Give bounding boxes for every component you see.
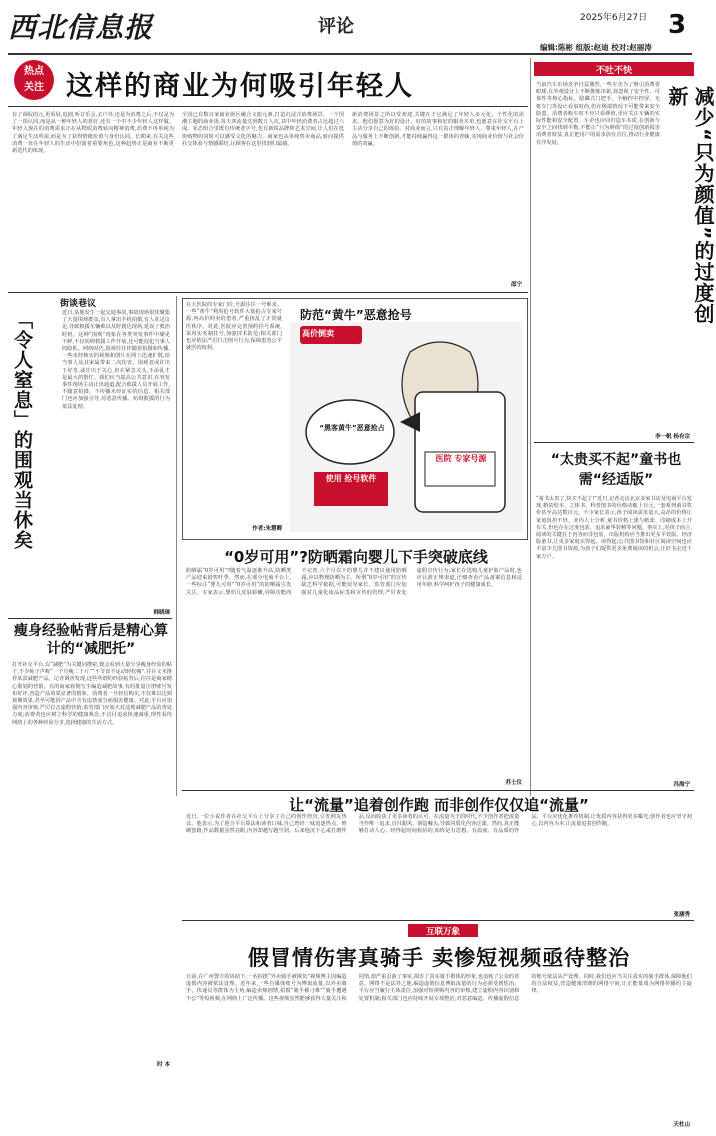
lead-bottom-rule: [8, 292, 528, 293]
lead-column-2: 全国已有数百家商业街区融合文旅元素,打造沉浸式消费场景。一个国潮主题的商业街,每天客流量达到数万人次,其中年轻消费者占比超过六成。业态组合里既有传统老字号,也有新锐品牌和艺术空间,让人们在逛街购物的同时可以感受文化的魅力。商家也从单纯售卖商品,转向提供社交体验与情感联结,让顾客在这里找到归属感。: [182, 112, 344, 147]
lead-column-1: 有了调侃的元,更看展,追剧,听音乐会,去户外,还是为消费之后,不仅是为了一项认同,而是从一种年轻人的喜好,还有一个中不少年轻人这样做。年轻人现在的消费需求正在从物质消费转向精神消费,消费不再单纯为了满足生活所需,而是为了获得情绪价值与身份认同。长期来,有关这些消费一直在年轻人的生活中扮演着重要角色,这种趋势正是商业不断更新迭代的体现。: [12, 112, 174, 155]
cartoon-note: 作者:朱慧卿: [252, 526, 282, 532]
column-divider-right: [530, 58, 531, 796]
right-story-author: 冯海宁: [673, 782, 690, 788]
lead-headline: 这样的商业为何吸引年轻人: [66, 71, 414, 102]
right-story-headline: “太贵买不起”童书也需“经适版”: [550, 452, 682, 488]
sidebar-bottom-rule: [534, 442, 694, 443]
badge-top-text: 热点: [24, 66, 44, 77]
sidebar-headline: 减少“只为颜值”的过度创新: [665, 86, 715, 325]
cartoon-side-text: 在大医院的专家门诊,号源往往一号难求。一些“黄牛”利用抢号软件大量抢占专家号源,再高价倒卖给患者,严重扰乱了正常就医秩序。对此,医院应完善预约挂号系统,采用实名制挂号,加强技术防范;相关部门也应依法严厉打击倒号行为,保障患者公平就医的权利。: [186, 302, 282, 352]
lead-author: 邵宁: [510, 282, 522, 288]
page-number: 3: [668, 10, 687, 40]
hot-topic-badge: [14, 60, 54, 100]
masthead-logo: 西北信息报: [8, 11, 154, 44]
bottom-story-label: 互联万象: [425, 927, 460, 937]
column-divider-left: [176, 296, 177, 796]
sidebar-body: 当前汽车市场竞争日益激烈,一些车企为了吸引消费者眼球,在外观设计上不断推陈出新,却忽视了安全性、可靠性等核心指标。隐藏式门把手、全触控中控屏、无框车门等设计看似时尚,但在极端情况下可能带来安全隐患。消费者购车时不应只看颜值,更应关注车辆的实际性能和安全配置。车企也应回归造车本质,在创新与安全之间找到平衡,不能让“只为颜值”的过度创新损害消费者权益,真正把用户的需求放在首位,推动行业健康有序发展。: [536, 82, 660, 146]
left-story-headline: 「令人窒息」的围观当休矣: [11, 310, 33, 550]
badge-bottom-text: 关注: [24, 82, 44, 93]
left-story2-body: 打开社交平台,以“减肥”为关键词搜索,便会看到大量分享瘦身经验的帖子,不少帖子声称“一个月瘦二十斤”“不节食不运动轻松瘦”,并在文末推荐某款减肥产品。记者调查发现,这些所谓的经验帖背后,往往是商家精心策划的营销。有的商家雇佣写手编造减肥故事,有的批量注册账号发布好评,营造产品效果显著的假象。消费者一旦轻信购买,不仅难以达到预期效果,甚至可能因产品中含有违禁成分而损害健康。对此,平台应加强内容审核,严厉打击虚假营销;监管部门应加大对违规减肥产品的查处力度;消费者也应树立科学的健康观念,不盲目追求快速减重,理性看待网络上的各种经验分享,选择健康的生活方式。: [12, 662, 172, 726]
band-top-rule: [182, 790, 694, 791]
left-story2-headline: 瘦身经验帖背后是精心算计的“减肥托”: [14, 623, 168, 657]
cartoon-caption: 防范“黄牛”恶意抢号: [300, 308, 412, 322]
left-story-label: 街谈巷议: [60, 299, 97, 309]
center-story-headline: “0岁可用”?防晒霜向婴儿下手突破底线: [224, 548, 488, 566]
band-story-headline: 让“流量”追着创作跑 而非创作仅仅追“流量”: [289, 796, 589, 814]
bottom-story-body: 日前,在广州警方的协助下,一名拍摄“外卖骑手被欺负”视频博主因编造虚假内容被依法处理。近年来,一些自媒体账号为博取流量,以外卖骑手、快递员等群体为主角,编造卖惨剧情,拍摄“骑手被刁难”“骑手遭遇不公”等短视频,在网络上广泛传播。这些视频虽然能够获得大量关注和同情,却严重歪曲了事实,损害了真实骑手群体的形象,也消耗了公众的善意。网络不是法外之地,编造虚假信息博取流量的行为必须受到惩治。平台应当履行主体责任,加强对短视频内容的审核,建立虚假内容识别和处置机制;相关部门也应持续开展专项整治,对恶意编造、传播虚假信息的账号依法从严处理。同时,我们也应当关注真实的骑手群体,保障他们的合法权益,营造健康清朗的网络空间,让正能量成为网络传播的主旋律。: [186, 974, 692, 1002]
left-story-rule: [8, 618, 172, 619]
center-story-author: 苏士仪: [505, 780, 522, 786]
left-story-author: 韩晓璋: [153, 610, 170, 616]
right-story-body: “童书太贵了,快买不起了!”近日,记者走访北京多家书店及电商平台发现,精装绘本、立体书、科普图书的价格动辄上百元,一套系列童书售价甚至高达数百元。不少家长表示,孩子阅读需求量大,高昂的价格让家庭负担不轻。业内人士分析,童书价格上涨与纸张、印刷成本上升有关,但也存在过度包装、追求豪华装帧等问题。事实上,对孩子而言,阅读的关键在于内容而非包装。出版机构应当推出更多平装版、经济版童书,让更多家庭买得起、读得起;公共图书馆和社区阅读空间也应丰富少儿图书资源,为孩子们提供更多免费阅读的机会,让好书走进千家万户。: [536, 496, 692, 560]
section-title: 评论: [318, 16, 354, 37]
bottom-story-headline: 假冒情伤害真骑手 卖惨短视频亟待整治: [247, 946, 631, 970]
sidebar-author: 李一帆 杨有宗: [655, 434, 690, 440]
masthead-rule: [8, 53, 692, 55]
cartoon-hospital-label: 医院 专家号源: [435, 454, 487, 463]
bottom-story-author: 天杜山: [673, 1122, 690, 1128]
center-story-body: 防晒霜“0岁可用”?随着气温逐渐升高,防晒类产品迎来销售旺季。然而,在部分电商平台上,一些标注“婴儿可用”“0岁可用”的防晒霜引发关注。专家表示,婴幼儿皮肤娇嫩,屏障功能尚不完善,六个月以下的婴儿并不建议使用防晒霜,应以物理防晒为主。所谓“0岁可用”的宣传缺乏科学依据,可能误导家长。监管部门应加强对儿童化妆品标签和宣传的管理,严厉查处虚假宣传行为;家长在选购儿童护肤产品时,也应认准正规渠道,仔细查看产品备案信息和适用年龄,科学呵护孩子的健康成长。: [186, 568, 522, 596]
issue-date: 2025年6月27日: [580, 13, 648, 23]
bottom-story-top-rule: [182, 920, 694, 921]
band-story-body: 近日,一位小说作者在社交平台上分享了自己的创作经历,引发网友热议。他表示,为了迎合平台算法和读者口味,自己曾经一味追逐热点、堆砌套路,作品数据虽然亮眼,内容却越写越空洞。后来他沉下心来打磨作品,反而收获了更多读者的认可。在流量为王的时代,不少创作者把流量当作唯一追求,盲目跟风、制造噱头,导致同质化内容泛滥。然而,真正能够打动人心、经得起时间检验的,始终是有思想、有温度、有品质的作品。平台应优化推荐机制,让优质内容获得更多曝光;创作者也应坚守初心,以内容为本,让流量追着创作跑。: [186, 814, 692, 835]
editor-credits: 编辑:陈彬 组版:赵迪 校对:赵丽涛: [540, 43, 652, 52]
band-story-author: 张涵秀: [673, 912, 690, 918]
left-story-body: 近日,某地发生一起交通事故,事故现场很快聚集了大量围观群众,有人拿出手机拍摄,有人驻足议论,导致救援车辆难以及时到达现场,延误了救治时机。这种“围观”现象在各类突发事件中屡见不鲜,不仅妨碍救援工作开展,还可能侵犯当事人的隐私。网络时代,围观往往伴随着拍摄和传播,一些未经核实的视频和图片在网上迅速扩散,给当事人及其家属带来二次伤害。围观者或许出于好奇,或许出于关心,但在紧急关头,不添乱才是最大的帮忙。我们应当提高公共意识,在突发事件现场主动让出通道,配合救援人员开展工作,不随意拍摄、不传播未经证实的信息。相关部门也应加强引导,对恶意传播、妨碍救援的行为依法处理。: [62, 310, 170, 410]
cartoon-price-label: 高价倒卖: [302, 329, 334, 338]
sidebar-label: 不吐不快: [595, 66, 632, 76]
cartoon-bot-label: “黑客黄牛”恶意抢占: [319, 424, 385, 432]
lead-column-3: 新消费场景之所以受欢迎,关键在于它满足了年轻人多元化、个性化的需求。他们愿意为好的设计、好的故事和好的服务买单,也愿意在社交平台上主动分享自己的体验。对商业而言,只有真正理解年轻人、尊重年轻人,在产品与服务上不断创新,才能持续赢得这一群体的青睐,实现商业价值与社会价值的双赢。: [352, 112, 524, 147]
cartoon-button-label: 使用 抢号软件: [325, 474, 377, 483]
left-story2-author: 时 本: [157, 1062, 170, 1068]
lead-rule: [8, 106, 528, 107]
